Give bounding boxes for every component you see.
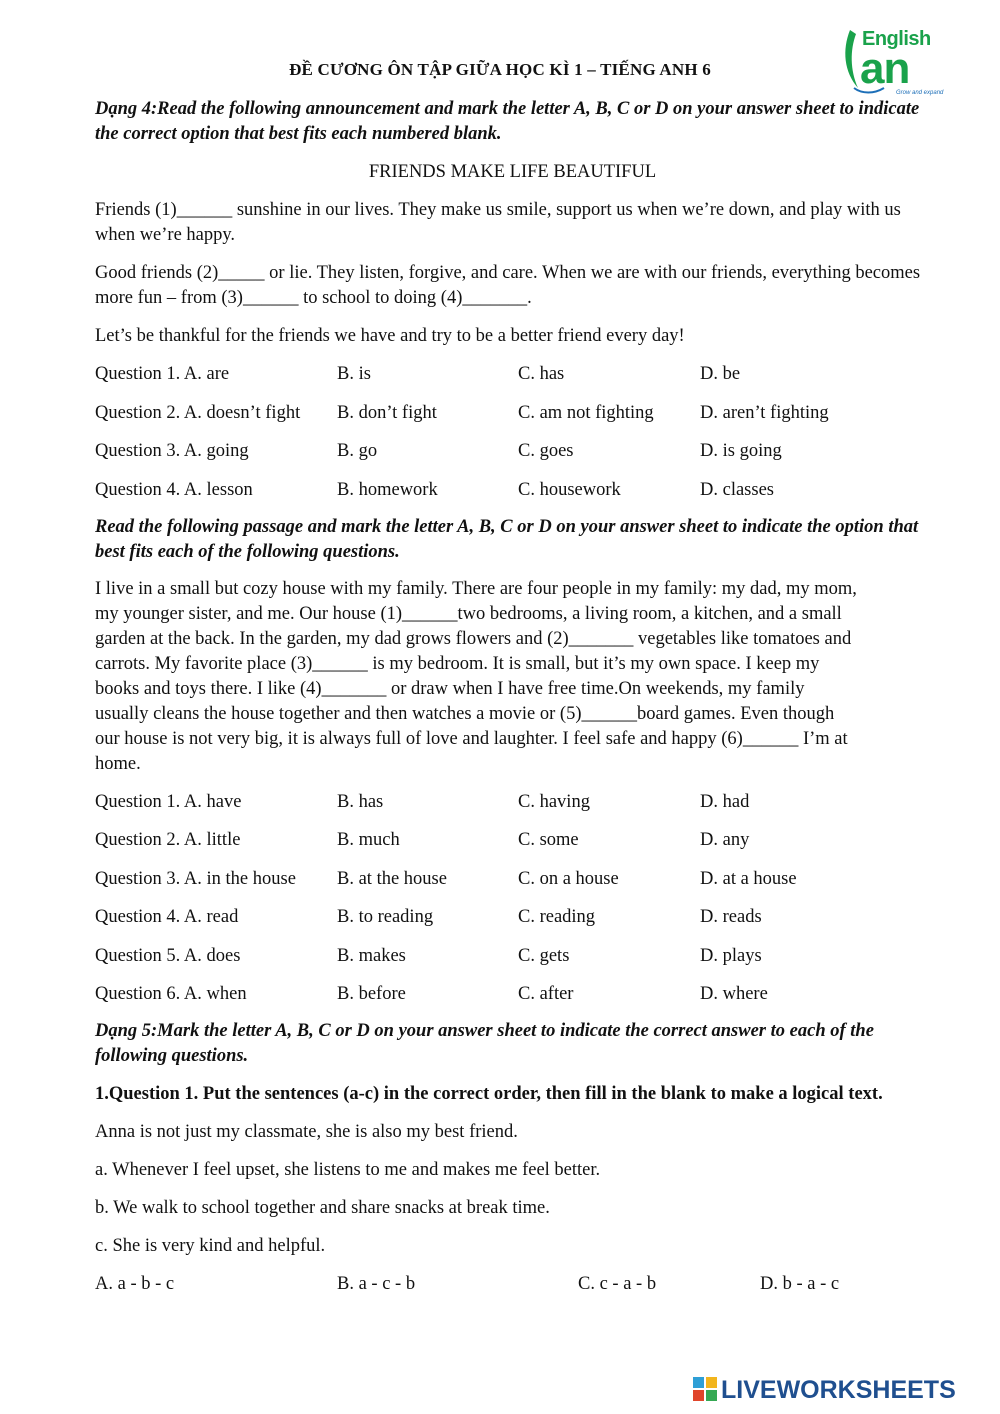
option-b[interactable]: B. has — [337, 791, 384, 812]
option-d[interactable]: D. at a house — [700, 868, 797, 889]
part4-paragraph: Good friends (2)_____ or lie. They listen, forgive, and care. When we are with our friends, everything becomes more fun – from (3)______ to school to doing (4)_______. — [95, 263, 921, 308]
option-b[interactable]: B. before — [337, 983, 406, 1004]
option-a[interactable]: Question 4. A. lesson — [95, 479, 253, 500]
option-c[interactable]: C. some — [518, 830, 579, 851]
passage-line: home. — [95, 753, 141, 774]
document-title: ĐỀ CƯƠNG ÔN TẬP GIỮA HỌC KÌ 1 – TIẾNG ANH 6 — [289, 60, 711, 79]
option-a[interactable]: Question 3. A. going — [95, 441, 249, 462]
option-c[interactable]: C. has — [518, 364, 565, 385]
reading-passage — [95, 577, 930, 777]
option-a[interactable]: Question 3. A. in the house — [95, 868, 296, 889]
part4-paragraph: Let’s be thankful for the friends we have and try to be a better friend every day! — [95, 326, 685, 346]
option-d[interactable]: D. b - a - c — [760, 1274, 840, 1295]
question-row — [95, 439, 930, 464]
option-d[interactable]: D. classes — [700, 479, 774, 500]
question-row — [95, 478, 930, 503]
question-row — [95, 362, 930, 387]
option-a[interactable]: Question 2. A. doesn’t fight — [95, 402, 301, 423]
option-b[interactable]: B. to reading — [337, 907, 434, 928]
option-b[interactable]: B. a - c - b — [337, 1274, 416, 1295]
option-c[interactable]: C. housework — [518, 479, 621, 500]
liveworksheets-text: LIVEWORKSHEETS — [721, 1376, 956, 1404]
option-b[interactable]: B. go — [337, 441, 378, 462]
question-row — [95, 905, 930, 930]
sentence-item: b. We walk to school together and share snacks at break time. — [95, 1197, 550, 1218]
option-c[interactable]: C. on a house — [518, 868, 619, 889]
option-c[interactable]: C. having — [518, 791, 590, 812]
option-a[interactable]: A. a - b - c — [95, 1274, 175, 1295]
option-c[interactable]: C. am not fighting — [518, 402, 654, 423]
option-b[interactable]: B. much — [337, 830, 400, 851]
option-b[interactable]: B. is — [337, 364, 371, 385]
option-d[interactable]: D. aren’t fighting — [700, 402, 829, 423]
option-b[interactable]: B. don’t fight — [337, 402, 437, 423]
option-c[interactable]: C. goes — [518, 441, 574, 462]
passage-line: my younger sister, and me. Our house (1)______two bedrooms, a living room, a kitchen, and a small — [95, 603, 842, 624]
part5-intro: Anna is not just my classmate, she is also my best friend. — [95, 1121, 518, 1142]
reading-instruction: Read the following passage and mark the letter A, B, C or D on your answer sheet to indicate the option that best fits each of the following questions. — [95, 516, 919, 562]
passage-line: garden at the back. In the garden, my dad grows flowers and (2)_______ vegetables like tomatoes and — [95, 628, 852, 649]
passage-line: usually cleans the house together and then watches a movie or (5)______board games. Even though — [95, 703, 835, 724]
option-d[interactable]: D. be — [700, 364, 741, 385]
answer-options-row — [95, 1272, 930, 1297]
option-c[interactable]: C. reading — [518, 907, 596, 928]
question-row — [95, 982, 930, 1007]
part4-instruction: Dạng 4:Read the following announcement and mark the letter A, B, C or D on your answer sheet to indicate the correct option that best fits each numbered blank. — [95, 99, 920, 144]
question-row — [95, 790, 930, 815]
question-row — [95, 944, 930, 969]
option-b[interactable]: B. homework — [337, 479, 438, 500]
option-d[interactable]: D. had — [700, 791, 750, 812]
logo-tagline: Grow and expand — [896, 90, 944, 96]
option-b[interactable]: B. makes — [337, 945, 406, 966]
liveworksheets-mark-icon — [693, 1377, 717, 1401]
passage-line: I live in a small but cozy house with my family. There are four people in my family: my dad, my mom, — [95, 578, 857, 599]
option-d[interactable]: D. is going — [700, 441, 782, 462]
option-c[interactable]: C. gets — [518, 945, 570, 966]
passage-line: our house is not very big, it is always full of love and laughter. I feel safe and happy (6)______ I’m at — [95, 728, 848, 749]
passage-line: carrots. My favorite place (3)______ is my bedroom. It is small, but it’s my own space. I keep my — [95, 653, 820, 674]
part4-paragraph: Friends (1)______ sunshine in our lives. They make us smile, support us when we’re down, and play with us when we’re happy. — [95, 200, 901, 245]
option-d[interactable]: D. plays — [700, 945, 762, 966]
option-d[interactable]: D. where — [700, 983, 768, 1004]
sentence-item: a. Whenever I feel upset, she listens to me and makes me feel better. — [95, 1159, 601, 1180]
passage-title: FRIENDS MAKE LIFE BEAUTIFUL — [368, 162, 657, 182]
option-d[interactable]: D. any — [700, 830, 750, 851]
option-b[interactable]: B. at the house — [337, 868, 447, 889]
option-a[interactable]: Question 6. A. when — [95, 983, 247, 1004]
option-a[interactable]: Question 1. A. have — [95, 791, 242, 812]
question-row — [95, 401, 930, 426]
liveworksheets-logo — [693, 1376, 993, 1404]
option-c[interactable]: C. after — [518, 983, 574, 1004]
sentence-item: c. She is very kind and helpful. — [95, 1235, 326, 1256]
logo-text-english: English — [862, 28, 931, 50]
option-d[interactable]: D. reads — [700, 907, 762, 928]
passage-line: books and toys there. I like (4)_______ or draw when I have free time.On weekends, my family — [95, 678, 805, 699]
option-a[interactable]: Question 4. A. read — [95, 907, 239, 928]
english-lan-logo — [840, 22, 944, 102]
option-a[interactable]: Question 1. A. are — [95, 364, 230, 385]
part5-question-title: 1.Question 1. Put the sentences (a-c) in the correct order, then fill in the blank to make a logical text. — [95, 1083, 883, 1104]
question-row — [95, 828, 930, 853]
option-a[interactable]: Question 5. A. does — [95, 945, 241, 966]
part5-instruction: Dạng 5:Mark the letter A, B, C or D on your answer sheet to indicate the correct answer to each of the following questions. — [95, 1020, 874, 1066]
worksheet-content — [95, 97, 930, 1297]
option-c[interactable]: C. c - a - b — [578, 1274, 657, 1295]
logo-text-an: an — [860, 44, 910, 93]
option-a[interactable]: Question 2. A. little — [95, 830, 241, 851]
question-row — [95, 867, 930, 892]
